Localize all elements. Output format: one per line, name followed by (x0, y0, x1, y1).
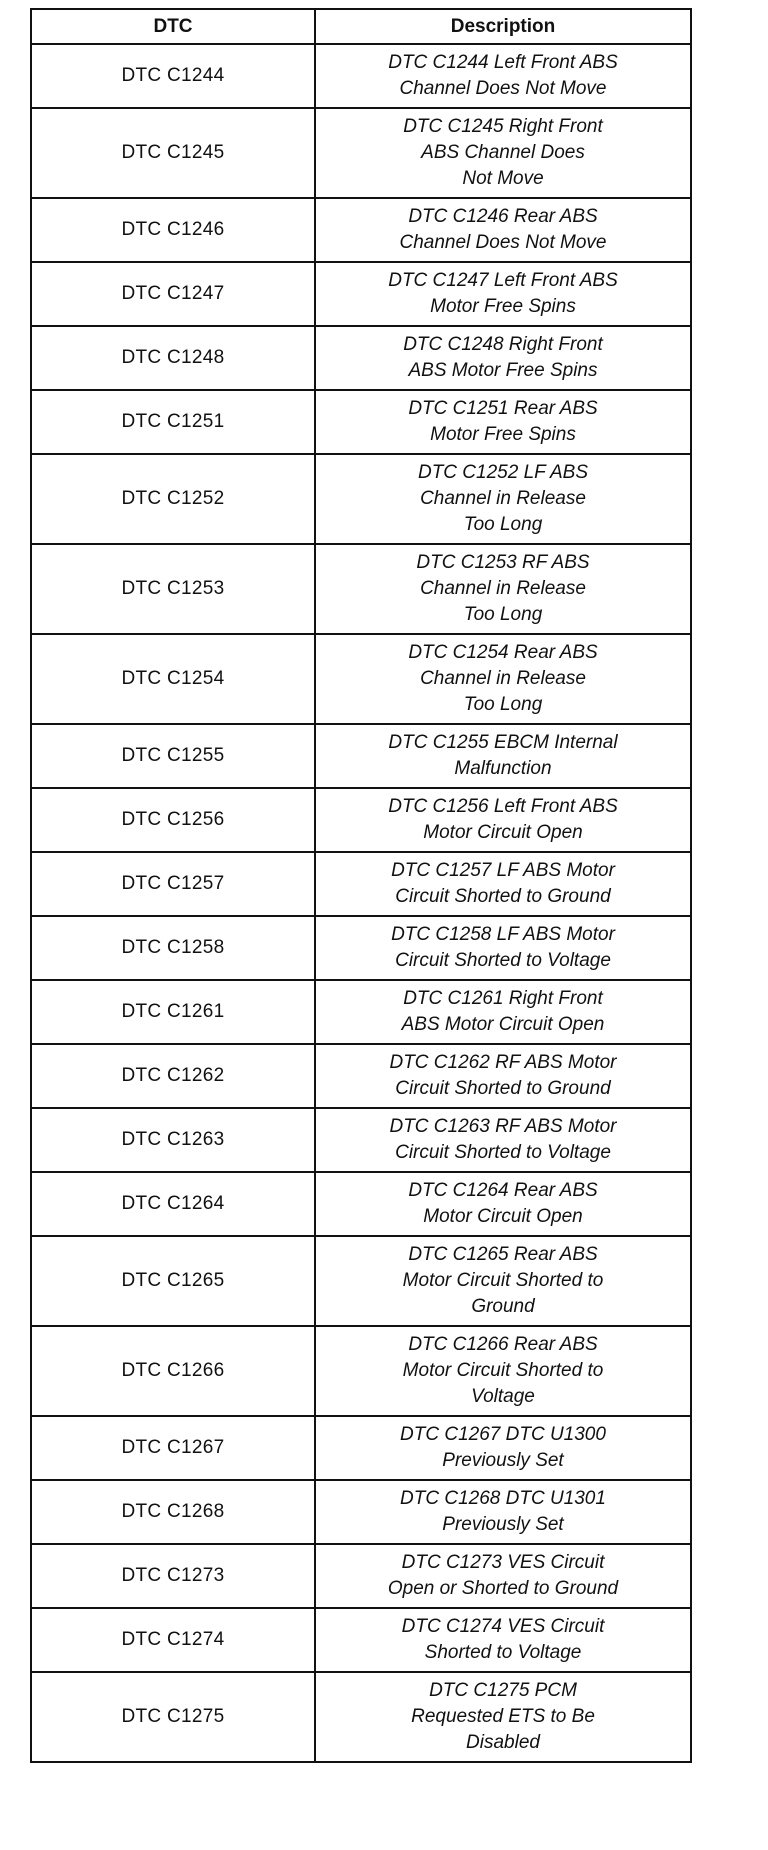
description-line: DTC C1253 RF ABS (416, 552, 590, 573)
description-line: Disabled (466, 1732, 540, 1753)
description-line: Previously Set (442, 1450, 564, 1471)
description-line: Channel Does Not Move (399, 78, 607, 99)
table-row (31, 1416, 691, 1480)
description-line: Circuit Shorted to Voltage (395, 1142, 611, 1163)
description-line: DTC C1255 EBCM Internal (388, 732, 618, 753)
dtc-code-cell: DTC C1244 (31, 44, 315, 108)
column-header-dtc: DTC (31, 9, 315, 44)
dtc-code-cell: DTC C1265 (31, 1236, 315, 1326)
table-row (31, 544, 691, 634)
description-line: Shorted to Voltage (424, 1642, 582, 1663)
dtc-code-cell: DTC C1251 (31, 390, 315, 454)
description-line: DTC C1266 Rear ABS (408, 1334, 598, 1355)
dtc-code-cell: DTC C1252 (31, 454, 315, 544)
table-row (31, 44, 691, 108)
table-row (31, 788, 691, 852)
description-line: Motor Circuit Shorted to (402, 1360, 604, 1381)
table-row (31, 1480, 691, 1544)
dtc-description-cell (315, 634, 691, 724)
description-line: Too Long (463, 604, 543, 625)
table-row (31, 1236, 691, 1326)
dtc-description-cell (315, 1608, 691, 1672)
description-line: Motor Free Spins (430, 424, 576, 445)
dtc-description-cell (315, 852, 691, 916)
description-line: Circuit Shorted to Voltage (395, 950, 611, 971)
description-line: DTC C1257 LF ABS Motor (391, 860, 615, 881)
description-line: Motor Circuit Open (423, 822, 583, 843)
description-line: DTC C1268 DTC U1301 (400, 1488, 606, 1509)
description-line: DTC C1246 Rear ABS (408, 206, 598, 227)
dtc-code-cell: DTC C1255 (31, 724, 315, 788)
dtc-code-cell: DTC C1261 (31, 980, 315, 1044)
dtc-code-cell: DTC C1247 (31, 262, 315, 326)
description-line: ABS Motor Free Spins (408, 360, 598, 381)
dtc-description-cell (315, 262, 691, 326)
description-line: DTC C1264 Rear ABS (408, 1180, 598, 1201)
column-header-description: Description (315, 9, 691, 44)
table-row (31, 980, 691, 1044)
description-line: DTC C1251 Rear ABS (408, 398, 598, 419)
dtc-code-cell: DTC C1253 (31, 544, 315, 634)
description-line: ABS Motor Circuit Open (401, 1014, 605, 1035)
table-row (31, 724, 691, 788)
description-line: DTC C1261 Right Front (403, 988, 603, 1009)
table-row (31, 852, 691, 916)
description-line: Channel in Release (420, 578, 586, 599)
description-line: Malfunction (454, 758, 552, 779)
description-line: Not Move (462, 168, 544, 189)
description-line: Motor Circuit Open (423, 1206, 583, 1227)
dtc-code-cell: DTC C1254 (31, 634, 315, 724)
table-row (31, 1608, 691, 1672)
table-row (31, 1172, 691, 1236)
table-row (31, 1044, 691, 1108)
description-line: DTC C1245 Right Front (403, 116, 603, 137)
description-line: DTC C1263 RF ABS Motor (389, 1116, 617, 1137)
dtc-description-cell (315, 1544, 691, 1608)
table-row (31, 1326, 691, 1416)
dtc-code-cell: DTC C1245 (31, 108, 315, 198)
description-line: DTC C1273 VES Circuit (401, 1552, 605, 1573)
description-line: DTC C1244 Left Front ABS (388, 52, 618, 73)
dtc-description-cell (315, 1480, 691, 1544)
description-line: DTC C1275 PCM (429, 1680, 577, 1701)
table-row (31, 198, 691, 262)
dtc-code-cell: DTC C1263 (31, 1108, 315, 1172)
table-row (31, 1672, 691, 1762)
table-row (31, 108, 691, 198)
description-line: DTC C1252 LF ABS (417, 462, 589, 483)
table-row (31, 634, 691, 724)
dtc-code-cell: DTC C1266 (31, 1326, 315, 1416)
dtc-table (30, 8, 692, 1763)
table-row (31, 1108, 691, 1172)
description-line: ABS Channel Does (421, 142, 585, 163)
dtc-description-cell (315, 916, 691, 980)
description-line: Too Long (463, 514, 543, 535)
dtc-description-cell (315, 454, 691, 544)
dtc-code-cell: DTC C1268 (31, 1480, 315, 1544)
description-line: Channel in Release (420, 488, 586, 509)
description-line: DTC C1274 VES Circuit (401, 1616, 605, 1637)
dtc-code-cell: DTC C1275 (31, 1672, 315, 1762)
dtc-code-cell: DTC C1248 (31, 326, 315, 390)
dtc-description-cell (315, 390, 691, 454)
dtc-code-cell: DTC C1267 (31, 1416, 315, 1480)
description-line: Open or Shorted to Ground (387, 1578, 619, 1599)
table-header (31, 9, 691, 44)
dtc-code-cell: DTC C1257 (31, 852, 315, 916)
table-row (31, 454, 691, 544)
description-line: DTC C1265 Rear ABS (408, 1244, 598, 1265)
description-line: Previously Set (442, 1514, 564, 1535)
description-line: Voltage (471, 1386, 535, 1407)
description-line: Channel Does Not Move (399, 232, 607, 253)
dtc-code-cell: DTC C1256 (31, 788, 315, 852)
description-line: DTC C1256 Left Front ABS (388, 796, 618, 817)
dtc-code-cell: DTC C1246 (31, 198, 315, 262)
table-body (31, 44, 691, 1762)
description-line: DTC C1254 Rear ABS (408, 642, 598, 663)
dtc-description-cell (315, 1236, 691, 1326)
description-line: Ground (471, 1296, 535, 1317)
description-line: DTC C1267 DTC U1300 (400, 1424, 606, 1445)
dtc-description-cell (315, 108, 691, 198)
description-line: Requested ETS to Be (411, 1706, 595, 1727)
description-line: Motor Circuit Shorted to (402, 1270, 604, 1291)
table-row (31, 326, 691, 390)
dtc-code-cell: DTC C1274 (31, 1608, 315, 1672)
table-row (31, 262, 691, 326)
description-line: Motor Free Spins (430, 296, 576, 317)
description-line: Channel in Release (420, 668, 586, 689)
dtc-description-cell (315, 1326, 691, 1416)
dtc-code-cell: DTC C1264 (31, 1172, 315, 1236)
dtc-description-cell (315, 44, 691, 108)
dtc-description-cell (315, 544, 691, 634)
table-row (31, 390, 691, 454)
dtc-description-cell (315, 198, 691, 262)
dtc-description-cell (315, 1416, 691, 1480)
description-line: DTC C1262 RF ABS Motor (389, 1052, 617, 1073)
dtc-code-cell: DTC C1262 (31, 1044, 315, 1108)
dtc-description-cell (315, 788, 691, 852)
description-line: DTC C1258 LF ABS Motor (391, 924, 615, 945)
description-line: DTC C1248 Right Front (403, 334, 603, 355)
description-line: Circuit Shorted to Ground (395, 886, 611, 907)
table-row (31, 1544, 691, 1608)
dtc-description-cell (315, 1044, 691, 1108)
description-line: DTC C1247 Left Front ABS (388, 270, 618, 291)
dtc-description-cell (315, 724, 691, 788)
table-row (31, 916, 691, 980)
dtc-code-cell: DTC C1258 (31, 916, 315, 980)
dtc-code-cell: DTC C1273 (31, 1544, 315, 1608)
description-line: Too Long (463, 694, 543, 715)
dtc-description-cell (315, 1172, 691, 1236)
dtc-description-cell (315, 1672, 691, 1762)
dtc-description-cell (315, 326, 691, 390)
description-line: Circuit Shorted to Ground (395, 1078, 611, 1099)
header-row (31, 9, 691, 44)
dtc-description-cell (315, 980, 691, 1044)
dtc-description-cell (315, 1108, 691, 1172)
